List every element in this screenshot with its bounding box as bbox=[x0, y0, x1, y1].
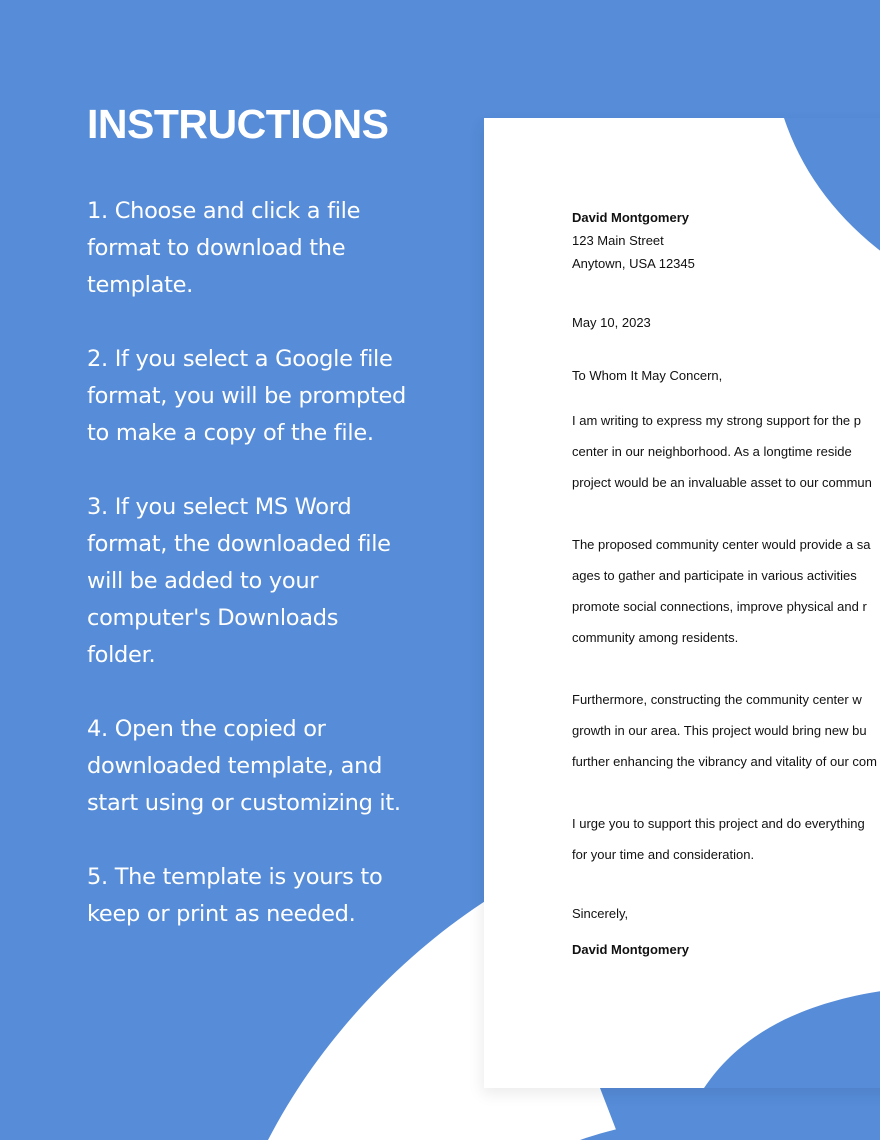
instruction-step-2: 2. If you select a Google file format, you will be prompted to make a copy of the file. bbox=[87, 346, 407, 446]
letter-paragraph-4: I urge you to support this project and do everything for your time and consideration. bbox=[572, 816, 865, 862]
letter-paragraph-2: The proposed community center would provide a sa ages to gather and participate in various activities promote social connections, improve physical and r community among residents. bbox=[572, 537, 871, 645]
instructions-panel bbox=[87, 100, 432, 970]
instructions-title: INSTRUCTIONS bbox=[87, 101, 389, 147]
instruction-step-4: 4. Open the copied or downloaded template, and start using or customizing it. bbox=[87, 716, 401, 816]
instruction-step-5: 5. The template is yours to keep or print as needed. bbox=[87, 864, 383, 927]
letter-body bbox=[572, 206, 880, 961]
sender-name: David Montgomery bbox=[572, 210, 690, 225]
sender-address-line1: 123 Main Street bbox=[572, 233, 664, 248]
sender-address-line2: Anytown, USA 12345 bbox=[572, 256, 695, 271]
letter-paragraph-1: I am writing to express my strong support for the p center in our neighborhood. As a longtime reside project would be an invaluable asset to our commun bbox=[572, 413, 872, 490]
instruction-step-3: 3. If you select MS Word format, the downloaded file will be added to your computer's Downloads folder. bbox=[87, 494, 391, 668]
letter-date: May 10, 2023 bbox=[572, 315, 651, 330]
letter-paragraph-3: Furthermore, constructing the community center w growth in our area. This project would bring new bu further enhancing the vibrancy and vitality of our com bbox=[572, 692, 877, 769]
instruction-step-1: 1. Choose and click a file format to download the template. bbox=[87, 198, 361, 298]
letter-salutation: To Whom It May Concern, bbox=[572, 368, 723, 383]
page-corner-shape-bottom bbox=[704, 988, 880, 1088]
letter-closing: Sincerely, bbox=[572, 906, 629, 921]
letter-signature: David Montgomery bbox=[572, 942, 690, 957]
letter-preview-page bbox=[484, 118, 880, 1088]
